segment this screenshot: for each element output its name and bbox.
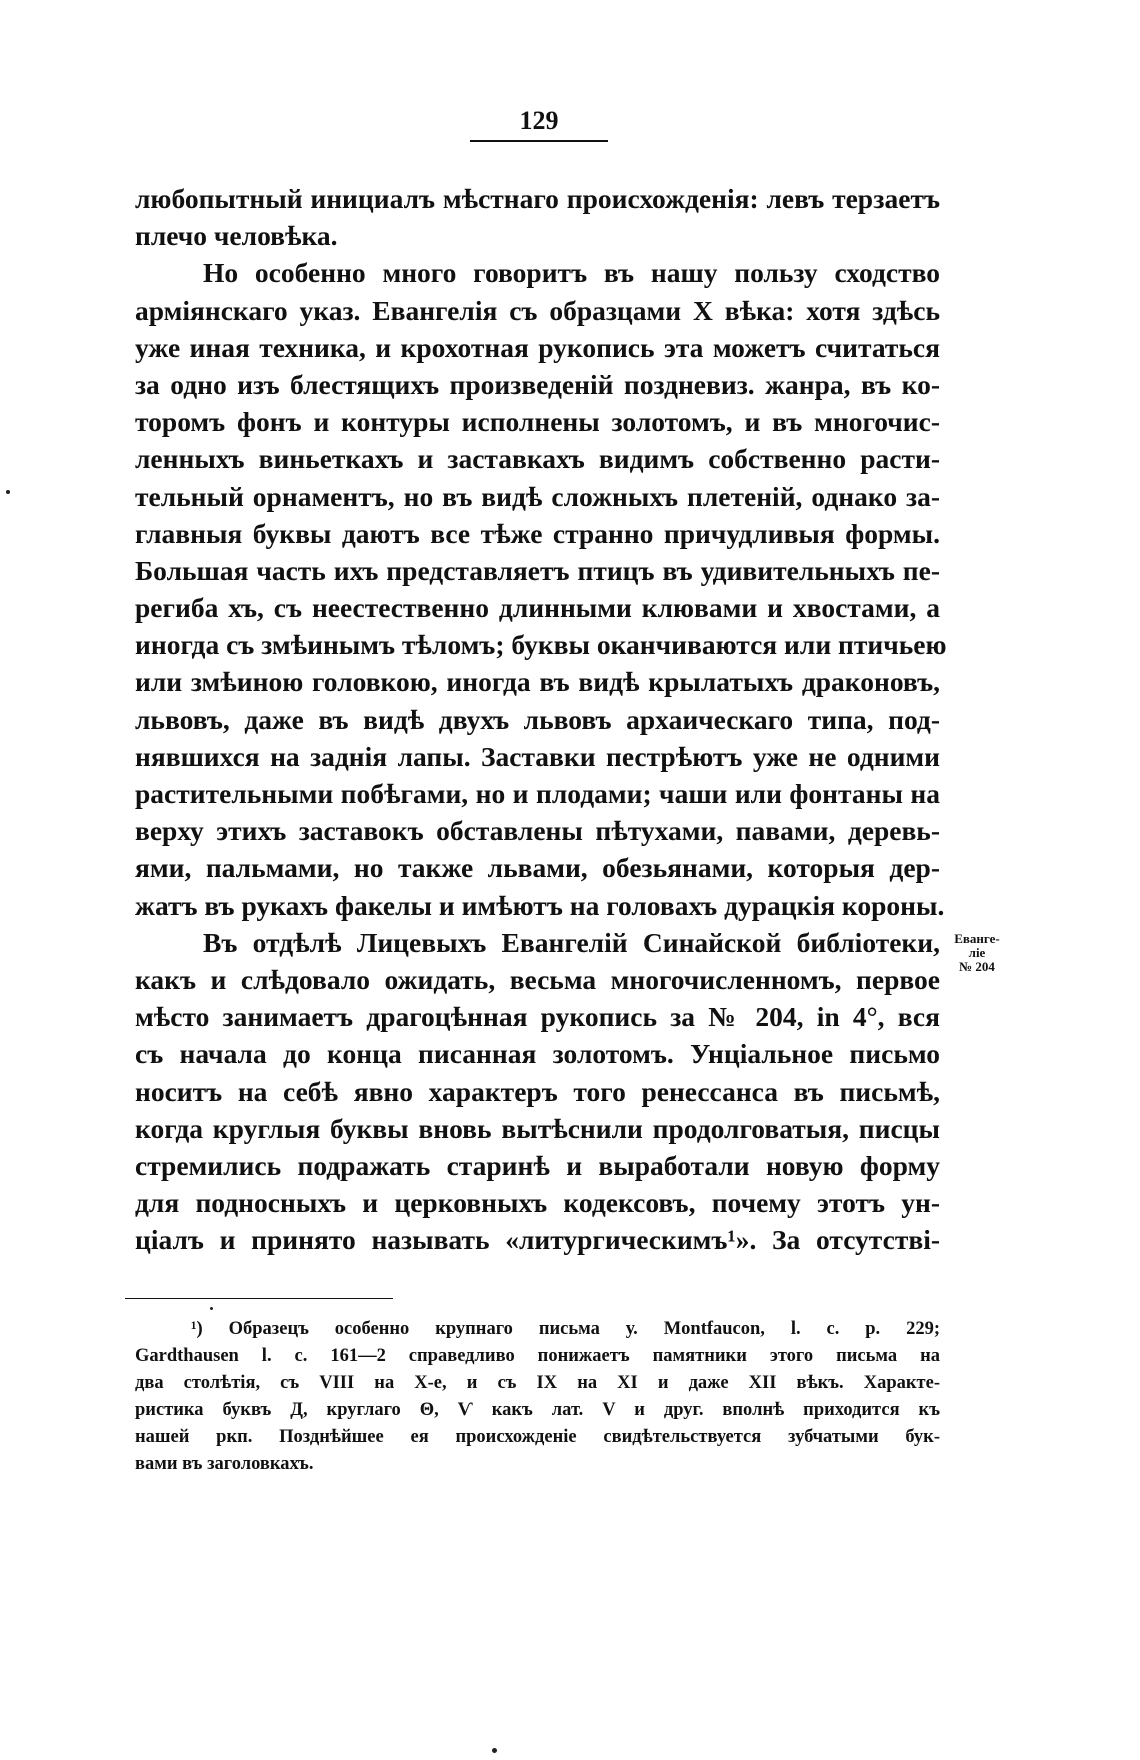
margin-note-line: ліе: [968, 945, 986, 960]
text-line: какъ и слѣдовало ожидать, весьма многочисленномъ, первое: [135, 963, 940, 995]
text-line: иногда съ змѣинымъ тѣломъ; буквы оканчиваются или птичьею: [135, 629, 947, 661]
main-text: [135, 180, 947, 1258]
text-line: или змѣиною головкою, иногда въ видѣ крылатыхъ драконовъ,: [135, 666, 940, 698]
text-line: уже иная техника, и крохотная рукопись эта можетъ считаться: [135, 331, 940, 363]
footnote-line: Gardthausen l. c. 161—2 справедливо понижаетъ памятники этого письма на: [135, 1346, 940, 1366]
text-line: плечо человѣка.: [135, 220, 338, 252]
text-line: мѣсто занимаетъ драгоцѣнная рукопись за № 204, in 4°, вся: [135, 1001, 940, 1033]
margin-note-line: Еванге-: [954, 931, 1000, 946]
text-line: львовъ, даже въ видѣ двухъ львовъ архаическаго типа, под-: [135, 703, 940, 735]
margin-note: [942, 932, 1012, 974]
footnotes: [135, 1316, 940, 1478]
paper-speck: [210, 1307, 213, 1310]
text-line: носитъ на себѣ явно характеръ того ренессанса въ письмѣ,: [135, 1075, 940, 1107]
text-line: нявшихся на заднія лапы. Заставки пестрѣютъ уже не одними: [135, 740, 940, 772]
text-line: верху этихъ заставокъ обставлены пѣтухами, павами, деревь-: [135, 815, 940, 847]
text-line: Большая часть ихъ представляетъ птицъ въ удивительныхъ пе-: [135, 554, 940, 586]
text-line: за одно изъ блестящихъ произведеній поздневиз. жанра, въ ко-: [135, 368, 940, 400]
text-line: ціалъ и принято называть «литургическимъ¹». За отсутстві-: [135, 1224, 940, 1256]
text-line: ленныхъ виньеткахъ и заставкахъ видимъ собственно расти-: [135, 443, 940, 475]
text-line: Но особенно много говоритъ въ нашу пользу сходство: [203, 257, 940, 289]
text-line: тельный орнаментъ, но въ видѣ сложныхъ плетеній, однако за-: [135, 480, 940, 512]
text-line: торомъ фонъ и контуры исполнены золотомъ, и въ многочис-: [135, 406, 940, 438]
footnote-line: нашей ркп. Позднѣйшее ея происхожденіе свидѣтельствуется зубчатыми бук-: [135, 1427, 940, 1447]
text-line: когда круглыя буквы вновь вытѣснили продолговатыя, писцы: [135, 1112, 940, 1144]
text-line: съ начала до конца писанная золотомъ. Унціальное письмо: [135, 1038, 940, 1070]
text-line: ями, пальмами, но также львами, обезьянами, которыя дер-: [135, 852, 940, 884]
footnote-divider: [125, 1298, 393, 1299]
footnote-line: вами въ заголовкахъ.: [135, 1454, 314, 1474]
text-line: главныя буквы даютъ все тѣже странно причудливыя формы.: [135, 517, 940, 549]
text-line: для подносныхъ и церковныхъ кодексовъ, почему этотъ ун-: [135, 1187, 940, 1219]
footnote-line: ристика буквъ Д, круглаго Θ, Ѵ какъ лат. V и друг. вполнѣ приходится къ: [135, 1400, 940, 1420]
text-line: растительными побѣгами, но и плодами; чаши или фонтаны на: [135, 778, 940, 809]
text-line: любопытный инициалъ мѣстнаго происхожденія: левъ терзаетъ: [135, 183, 940, 214]
paper-speck: [6, 490, 10, 494]
text-line: арміянскаго указ. Евангелія съ образцами X вѣка: хотя здѣсь: [135, 294, 940, 326]
footnote-line: ¹) Образецъ особенно крупнаго письма у. Montfaucon, l. c. p. 229;: [191, 1319, 940, 1339]
text-line: Въ отдѣлѣ Лицевыхъ Евангелій Синайской библіотеки,: [203, 926, 940, 958]
text-line: стремились подражать старинѣ и выработали новую форму: [135, 1149, 940, 1181]
footnote-line: два столѣтія, съ VIII на X-е, и съ IX на XI и даже XII вѣкъ. Характе-: [135, 1373, 940, 1393]
paper-speck: [492, 1748, 497, 1753]
text-line: региба хъ, съ неестественно длинными клювами и хвостами, а: [135, 592, 940, 624]
margin-note-line: № 204: [959, 959, 995, 974]
page-number: 129: [470, 106, 608, 142]
text-line: жатъ въ рукахъ факелы и имѣютъ на головахъ дурацкія короны.: [135, 889, 945, 921]
